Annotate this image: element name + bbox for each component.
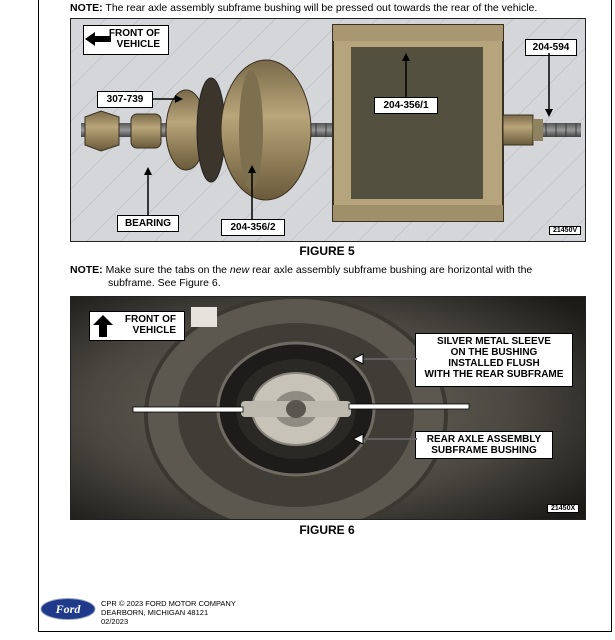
footer-line3: 02/2023: [101, 617, 129, 626]
footer-copyright: [101, 599, 236, 626]
ford-logo-text: Ford: [55, 602, 81, 616]
leader-204-356-1: [401, 53, 411, 97]
callout-bearing: BEARING: [117, 215, 179, 232]
callout-204-356-1: 204-356/1: [374, 97, 438, 114]
footer-line1: CPR © 2023 FORD MOTOR COMPANY: [101, 599, 236, 608]
bushing-line1: REAR AXLE ASSEMBLY: [426, 434, 542, 445]
note-figure6: [70, 264, 590, 290]
note2-emphasis: new: [229, 264, 250, 276]
figure6-caption: FIGURE 6: [299, 523, 355, 537]
arrow-up-icon: [93, 315, 113, 337]
callout-subframe-bushing: [415, 431, 553, 459]
leader-204-594: [544, 53, 554, 117]
ford-logo: [40, 598, 96, 620]
footer-line2: DEARBORN, MICHIGAN 48121: [101, 608, 209, 617]
sleeve-line1: SILVER METAL SLEEVE: [437, 336, 551, 347]
note2-prefix: NOTE:: [70, 264, 103, 276]
leader-204-356-2: [247, 165, 257, 219]
figure6-id-tag: 21450X: [547, 504, 579, 513]
figure6-photo: [70, 296, 586, 520]
note-figure5: [70, 2, 590, 15]
note2-text-c: subframe. See Figure 6.: [108, 277, 221, 289]
front6-line1: FRONT OF: [124, 314, 176, 325]
bushing-line2: SUBFRAME BUSHING: [431, 445, 537, 456]
note2-text-b: rear axle assembly subframe bushing are horizontal with the: [249, 264, 533, 276]
note-prefix: NOTE:: [70, 2, 103, 14]
front6-line2: VEHICLE: [132, 325, 176, 336]
front-label-line1: FRONT OF: [108, 28, 160, 39]
leader-bearing: [143, 167, 153, 215]
leader-silver-sleeve: [353, 351, 417, 367]
callout-307-739: 307-739: [97, 91, 153, 108]
figure5-photo: [70, 18, 586, 242]
figure5-caption: FIGURE 5: [299, 244, 355, 258]
callout-204-594: 204-594: [525, 39, 577, 56]
front-label-line2: VEHICLE: [116, 39, 160, 50]
callout-silver-sleeve: [415, 333, 573, 387]
sleeve-line2: ON THE BUSHING: [450, 347, 538, 358]
callout-204-356-2: 204-356/2: [221, 219, 285, 236]
leader-307-739: [153, 94, 183, 104]
note2-text-a: Make sure the tabs on the: [102, 264, 230, 276]
note-text: The rear axle assembly subframe bushing will be pressed out towards the rear of the vehicle.: [102, 2, 538, 14]
arrow-left-icon: [85, 32, 111, 46]
sleeve-line3: INSTALLED FLUSH: [448, 358, 540, 369]
figure5-id-tag: 21450V: [549, 226, 581, 235]
sleeve-line4: WITH THE REAR SUBFRAME: [424, 369, 564, 380]
leader-subframe-bushing: [353, 431, 417, 447]
